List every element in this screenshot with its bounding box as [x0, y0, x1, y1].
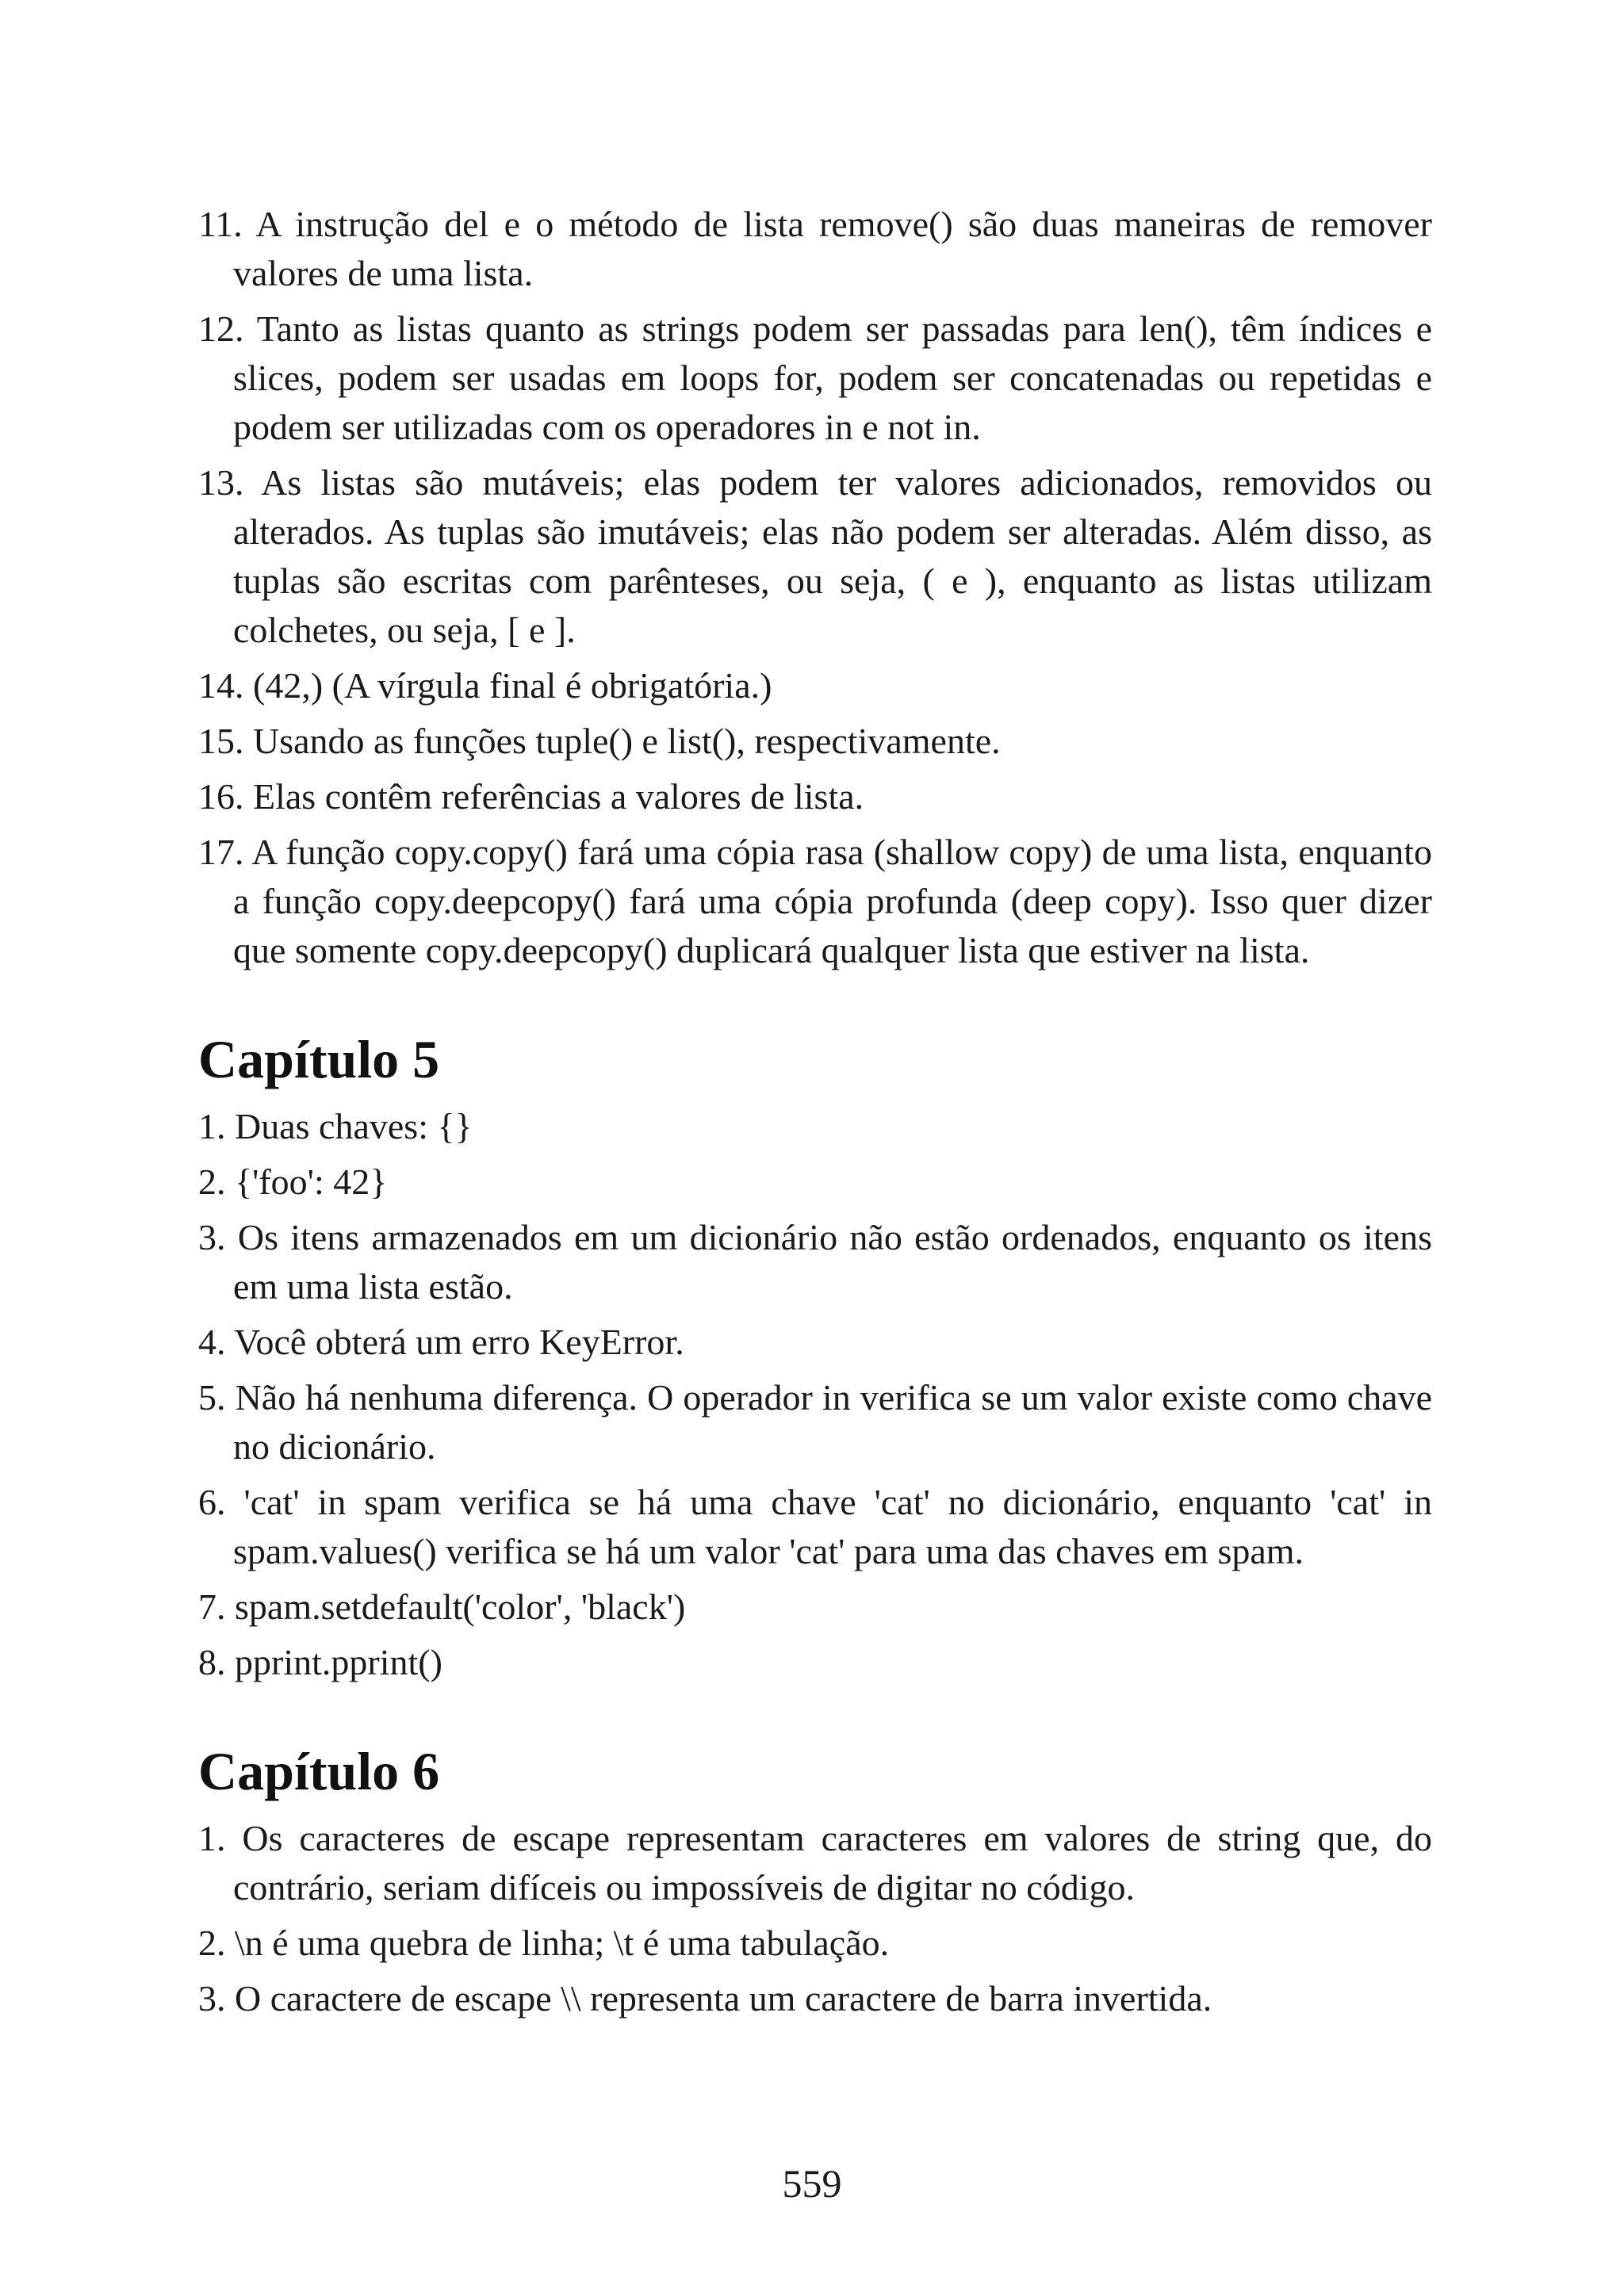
list-item	[198, 1213, 1432, 1311]
item-number: 4.	[198, 1322, 226, 1362]
item-text: Você obterá um erro KeyError.	[234, 1322, 684, 1362]
item-number: 13.	[198, 462, 244, 503]
page-number: 559	[782, 2161, 842, 2206]
item-text: Duas chaves: {}	[235, 1106, 473, 1146]
continued-answer-list	[198, 200, 1432, 975]
item-number: 11.	[198, 204, 243, 244]
item-number: 2.	[198, 1161, 226, 1202]
item-number: 16.	[198, 776, 244, 817]
item-text: Elas contêm referências a valores de lista.	[253, 776, 864, 817]
item-text: Tanto as listas quanto as strings podem ser passadas para len(), têm índices e slices, podem ser usadas em loops for, podem ser concatenadas ou repetidas e podem ser utilizadas com os operadores in e not in.	[233, 308, 1432, 447]
list-item	[198, 1318, 1432, 1367]
item-number: 14.	[198, 665, 244, 706]
item-number: 15.	[198, 721, 244, 761]
item-number: 3.	[198, 1217, 226, 1257]
chapter5-answer-list	[198, 1102, 1432, 1687]
item-text: 'cat' in spam verifica se há uma chave 'cat' no dicionário, enquanto 'cat' in spam.values() verifica se há um valor 'cat' para uma das chaves em spam.	[233, 1482, 1432, 1571]
list-item	[198, 1919, 1432, 1968]
item-text: pprint.pprint()	[235, 1642, 442, 1682]
list-item	[198, 304, 1432, 452]
list-item	[198, 661, 1432, 710]
chapter-heading: Capítulo 5	[198, 1029, 440, 1089]
list-item	[198, 1638, 1432, 1687]
list-item	[198, 1814, 1432, 1912]
item-text: (42,) (A vírgula final é obrigatória.)	[253, 665, 772, 706]
item-number: 8.	[198, 1642, 226, 1682]
page-content	[198, 200, 1432, 2030]
item-text: A instrução del e o método de lista remove() são duas maneiras de remover valores de uma lista.	[233, 204, 1432, 293]
item-number: 1.	[198, 1106, 226, 1146]
item-number: 3.	[198, 1978, 226, 2019]
list-item	[198, 1373, 1432, 1471]
item-text: Os itens armazenados em um dicionário não estão ordenados, enquanto os itens em uma lista estão.	[233, 1217, 1433, 1307]
item-number: 7.	[198, 1586, 226, 1627]
item-number: 17.	[198, 832, 244, 872]
item-text: A função copy.copy() fará uma cópia rasa (shallow copy) de uma lista, enquanto a função copy.deepcopy() fará uma cópia profunda (deep copy). Isso quer dizer que somente copy.deepcopy() duplicará qualquer lista que estiver na lista.	[233, 832, 1432, 970]
list-item	[198, 1158, 1432, 1207]
list-item	[198, 200, 1432, 298]
item-number: 5.	[198, 1377, 226, 1418]
item-number: 6.	[198, 1482, 226, 1522]
item-text: spam.setdefault('color', 'black')	[235, 1586, 686, 1627]
list-item	[198, 717, 1432, 766]
chapter-heading: Capítulo 6	[198, 1741, 440, 1801]
list-item	[198, 1974, 1432, 2023]
item-text: Usando as funções tuple() e list(), respectivamente.	[253, 721, 1001, 761]
list-item	[198, 1478, 1432, 1576]
item-number: 12.	[198, 308, 244, 349]
list-item	[198, 458, 1432, 655]
item-text: Os caracteres de escape representam caracteres em valores de string que, do contrário, seriam difíceis ou impossíveis de digitar no código.	[233, 1818, 1432, 1908]
list-item	[198, 772, 1432, 821]
list-item	[198, 1102, 1432, 1151]
list-item	[198, 828, 1432, 975]
item-number: 2.	[198, 1923, 226, 1963]
item-text: As listas são mutáveis; elas podem ter valores adicionados, removidos ou alterados. As tuplas são imutáveis; elas não podem ser alteradas. Além disso, as tuplas são escritas com parênteses, ou seja, ( e ), enquanto as listas utilizam colchetes, ou seja, [ e ].	[233, 462, 1432, 650]
item-number: 1.	[198, 1818, 226, 1858]
item-text: \n é uma quebra de linha; \t é uma tabulação.	[235, 1923, 890, 1963]
item-text: O caractere de escape \\ representa um caractere de barra invertida.	[235, 1978, 1212, 2019]
item-text: Não há nenhuma diferença. O operador in verifica se um valor existe como chave no dicionário.	[233, 1377, 1433, 1467]
item-text: {'foo': 42}	[235, 1161, 388, 1202]
list-item	[198, 1582, 1432, 1632]
chapter6-answer-list	[198, 1814, 1432, 2023]
